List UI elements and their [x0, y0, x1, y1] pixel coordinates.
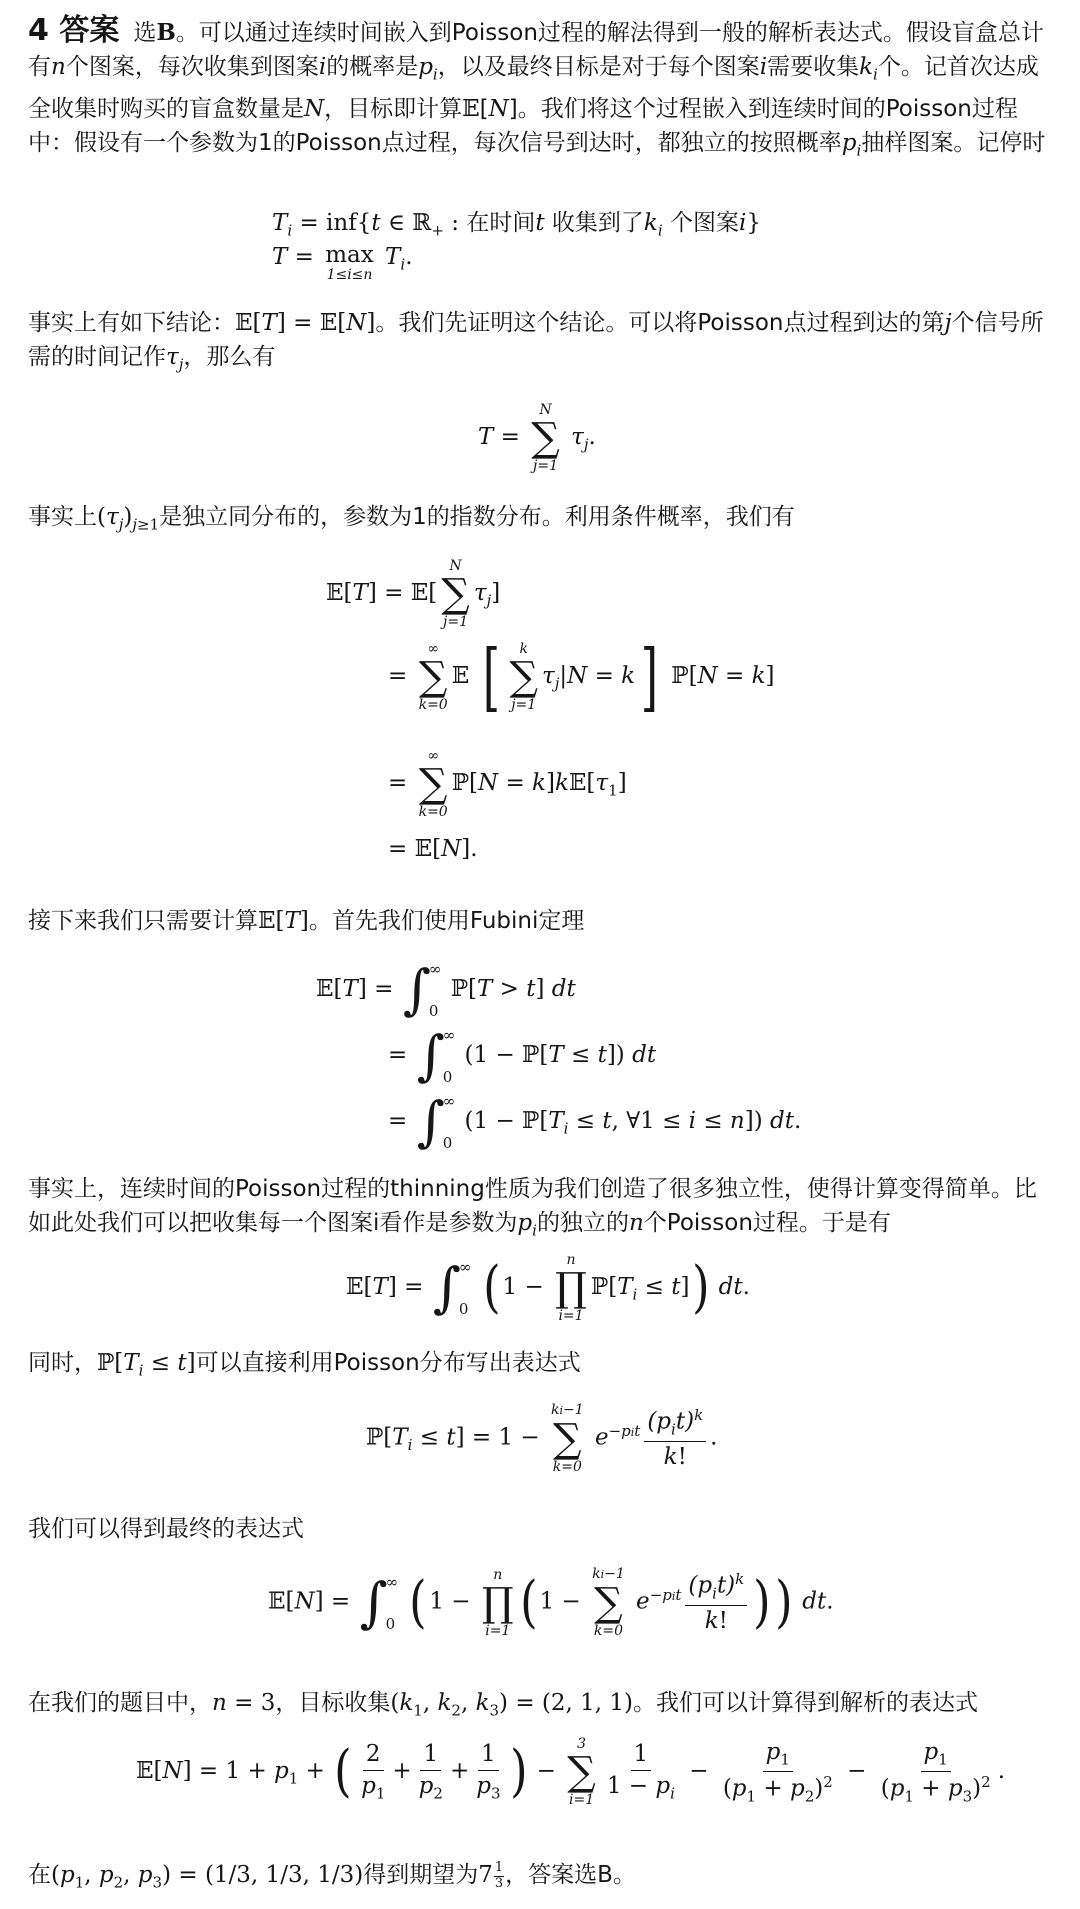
- paragraph-next: 接下来我们只需要计算𝔼[T]。首先我们使用Fubini定理: [28, 908, 585, 934]
- equation-stopping-time-max: T = max 1≤i≤n $T_i$.: [272, 242, 413, 283]
- paragraph-answer: 在($p_1$, $p_2$, $p_3) = (1/3$, 1/3, 1/3)得到期望为7 $\frac{1}{3}$ ，答案选B。: [28, 1859, 636, 1892]
- equation-fubini-1: 𝔼[T] = ∫ ∞ 0 ℙ[T > t] dt: [316, 958, 576, 1021]
- equation-stopping-time-i: $T_i = inf\{t$ ∈ ℝ$_+$ : 在时间t 收集到了$k_i$ 个图案i}: [272, 210, 761, 240]
- equation-final: 𝔼[N] = ∫ ∞ 0 (1 − n ∏ i=1 (1 − ki−1 ∑ k=0 $e^{-pit}$ $\frac{(p_it)^k}{k!}$ )) dt.: [268, 1566, 834, 1639]
- paragraph-problem: 在我们的题目中，n = 3，目标收集($k_1$, $k_2$, $k_3) = (2$, 1, 1)。我们可以计算得到解析的表达式: [28, 1690, 979, 1720]
- section-heading: 4 答案: [28, 13, 120, 48]
- equation-ET-4: = 𝔼[N].: [388, 836, 478, 862]
- equation-T-sum: T = N ∑ j=1 $\tau_j$.: [478, 402, 596, 474]
- paragraph-thinning: 事实上，连续时间的Poisson过程的thinning性质为我们创造了很多独立性，使得计算变得简单。比如此处我们可以把收集每一个图案i看作是参数为$p_i$的独立的n个Poisson过程。于是有: [28, 1176, 1037, 1240]
- intro-paragraph: [28, 14, 1054, 167]
- paragraph-meanwhile: 同时，$ℙ[T_i \le t]$可以直接利用Poisson分布写出表达式: [28, 1350, 581, 1380]
- equation-poisson-cdf: $ℙ[T_i \le t] = 1$ − ki−1 ∑ k=0 $e^{-pit}$ $\frac{(p_it)^k}{k!}$ .: [366, 1402, 718, 1475]
- equation-explicit: 𝔼[N] = $1 + p_1$ + ( $\frac{2}{p_1}$ + $\frac{1}{p_2}$ + $\frac{1}{p_3}$ ) − 3 ∑ i=1 $\frac{1}{1 - p_i}$ − $\frac{p_1}{(p_1 + p_2)^2}$ − $\frac{p_1}{(p_1 + p_3)^2}$ .: [136, 1736, 1005, 1808]
- intro-text: 可以通过连续时间嵌入到Poisson过程的解法得到一般的解析表达式。假设盲盒总计有n个图案，每次收集到图案i的概率是$p_i$，以及最终目标是对于每个图案i需要收集$k_i$个。记首次达成全收集时购买的盲盒数量是N，目标即计算𝔼[N]。我们将这个过程嵌入到连续时间的Poisson过程中：假设有一个参数为1的Poisson点过程，每次信号到达时，都独立的按照概率$p_i$抽样图案。记停时: [28, 20, 1046, 160]
- equation-ET-1: 𝔼[T] = 𝔼[ N ∑ j=1 $\tau_j$]: [326, 558, 501, 630]
- paragraph-final: 我们可以得到最终的表达式: [28, 1516, 304, 1542]
- equation-ET-3: = ∞ ∑ k=0 ℙ[N = $k]k𝔼[\tau_1]$: [388, 748, 627, 820]
- equation-ET-2: = ∞ ∑ k=0 𝔼 [ k ∑ j=1 $\tau_j|N = k$] ℙ[N = k]: [388, 634, 775, 720]
- paragraph-iid: 事实上$(\tau_j)_{j\ge 1}$是独立同分布的，参数为1的指数分布。利用条件概率，我们有: [28, 504, 795, 534]
- choice-label: 选B。: [133, 19, 199, 46]
- equation-fubini-2: = ∫ ∞ 0 (1 − ℙ[T ≤ t]) dt: [388, 1024, 657, 1087]
- equation-fubini-3: = ∫ ∞ 0 ($1 - ℙ[T_i \le t$, ∀1 ≤ i ≤ n]) dt.: [388, 1090, 802, 1153]
- equation-product: 𝔼[T] = ∫ ∞ 0 (1 − n ∏ i=1 $ℙ[T_i \le t]$) dt.: [346, 1252, 750, 1324]
- paragraph-fact: 事实上有如下结论：𝔼[T] = 𝔼[N]。我们先证明这个结论。可以将Poisson点过程到达的第j个信号所需的时间记作$\tau_j$，那么有: [28, 310, 1044, 374]
